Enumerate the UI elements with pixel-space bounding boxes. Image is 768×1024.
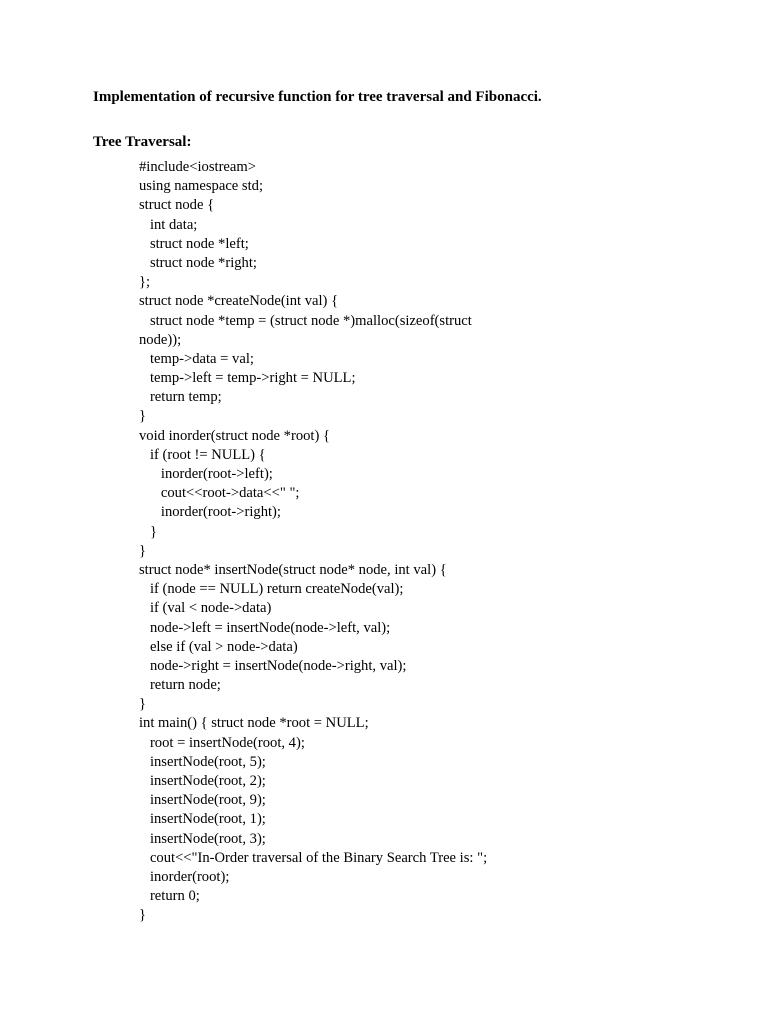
code-line: } <box>139 907 147 924</box>
code-line: struct node *right; <box>139 254 257 271</box>
code-line: temp->data = val; <box>139 350 254 367</box>
code-line: if (node == NULL) return createNode(val); <box>139 581 404 598</box>
code-line: struct node* insertNode(struct node* node, int val) { <box>139 561 447 578</box>
code-line: } <box>139 542 147 559</box>
code-line: struct node *left; <box>139 235 249 252</box>
code-line: return node; <box>139 677 221 694</box>
code-line: inorder(root->left); <box>139 466 273 482</box>
code-line: temp->left = temp->right = NULL; <box>139 370 356 387</box>
code-line: } <box>139 696 147 713</box>
code-line: if (root != NULL) { <box>139 446 266 463</box>
code-line: int main() { struct node *root = NULL; <box>139 715 369 732</box>
code-line: else if (val > node->data) <box>139 638 298 655</box>
code-line: using namespace std; <box>139 178 264 195</box>
code-line: void inorder(struct node *root) { <box>139 427 331 444</box>
section-heading-tree-traversal: Tree Traversal: <box>93 134 192 150</box>
code-listing <box>139 158 699 926</box>
code-line: root = insertNode(root, 4); <box>139 734 305 751</box>
code-line: cout<<"In-Order traversal of the Binary Search Tree is: "; <box>139 849 488 866</box>
code-line: insertNode(root, 9); <box>139 792 266 809</box>
code-line: node->left = insertNode(node->left, val); <box>139 619 391 636</box>
code-line: node->right = insertNode(node->right, val); <box>139 657 407 674</box>
code-line: node)); <box>139 331 182 348</box>
code-line: } <box>139 408 147 425</box>
code-line: insertNode(root, 2); <box>139 773 266 789</box>
code-line: int data; <box>139 216 198 233</box>
code-line: } <box>139 523 157 540</box>
code-line: #include<iostream> <box>139 159 256 175</box>
code-line: struct node *createNode(int val) { <box>139 293 339 310</box>
code-line: if (val < node->data) <box>139 600 272 617</box>
code-line: return temp; <box>139 389 222 406</box>
code-line: return 0; <box>139 888 200 905</box>
code-line: insertNode(root, 5); <box>139 753 266 770</box>
code-line: inorder(root->right); <box>139 504 281 521</box>
code-line: inorder(root); <box>139 868 230 885</box>
code-line: insertNode(root, 1); <box>139 811 266 828</box>
code-line: struct node *temp = (struct node *)malloc(sizeof(struct <box>139 312 472 329</box>
code-line: struct node { <box>139 197 215 214</box>
code-line: insertNode(root, 3); <box>139 830 266 847</box>
code-line: cout<<root->data<<" "; <box>139 485 300 502</box>
code-line: }; <box>139 274 151 291</box>
document-title: Implementation of recursive function for tree traversal and Fibonacci. <box>93 89 542 105</box>
